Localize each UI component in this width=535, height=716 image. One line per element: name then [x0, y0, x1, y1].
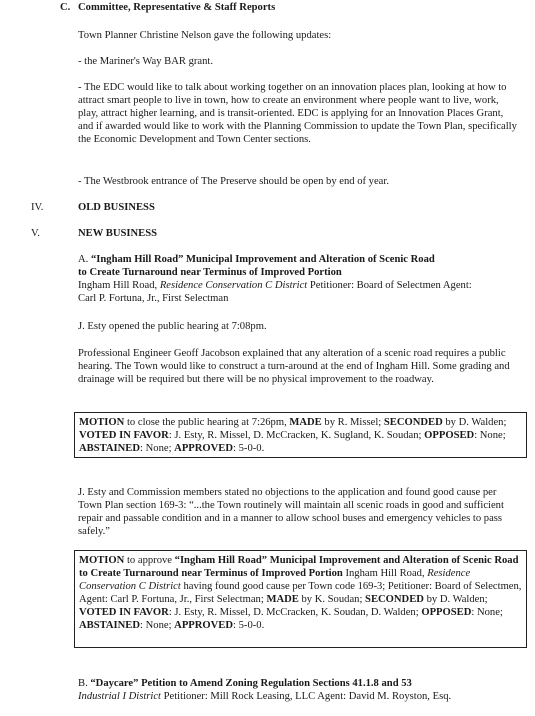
motion-approve-box — [74, 550, 527, 648]
section-c-letter: C. — [60, 2, 71, 13]
item-b-heading — [78, 677, 523, 703]
section-c-intro: Town Planner Christine Nelson gave the following updates: — [78, 30, 332, 41]
item-a-location: Ingham Hill Road, — [78, 280, 158, 291]
section-c-title: Committee, Representative & Staff Reports — [78, 2, 276, 13]
section-c-heading — [60, 1, 530, 14]
motion-close-hearing-box — [74, 412, 527, 458]
item-b-petitioner: Petitioner: Mill Rock Leasing, LLC Agent: David M. Royston, Esq. — [161, 691, 452, 702]
item-b-title: “Daycare” Petition to Amend Zoning Regulation Sections 41.1.8 and 53 — [90, 678, 412, 689]
motion-approve-text: MOTION to approve “Ingham Hill Road” Municipal Improvement and Alteration of Scenic Road to Create Turnaround near Terminus of Improved Portion Ingham Hill Road, Residence Conservation C District having found good cause per Town code 169-3; Petitioner: Board of Selectmen, Agent: Carl P. Fortuna, Jr., First Selectman; MADE by K. Soudan; SECONDED by D. Walden; VOTED IN FAVOR: J. Esty, R. Missel, D. McCracken, K. Soudan, D. Walden; OPPOSED: None; ABSTAINED: None; APPROVED: 5-0-0. — [79, 555, 522, 631]
item-a-petitioner: Petitioner: Board of Selectmen Agent: — [309, 280, 472, 291]
item-a-heading — [78, 253, 523, 305]
new-business-heading: NEW BUSINESS — [78, 228, 157, 239]
section-c-item-3: - The Westbrook entrance of The Preserve should be open by end of year. — [78, 176, 389, 187]
item-a-district: Residence Conservation C District — [159, 280, 308, 291]
item-a-agent: Carl P. Fortuna, Jr., First Selectman — [78, 293, 229, 304]
item-b-letter: B. — [78, 678, 88, 689]
old-business-numeral: IV. — [31, 202, 44, 213]
new-business-numeral: V. — [31, 228, 40, 239]
item-a-hearing-opened: J. Esty opened the public hearing at 7:08pm. — [78, 321, 267, 332]
item-a-title-line-2: to Create Turnaround near Terminus of Improved Portion — [78, 267, 342, 278]
section-c-item-1: - the Mariner's Way BAR grant. — [78, 56, 214, 67]
item-a-explanation: Professional Engineer Geoff Jacobson explained that any alteration of a scenic road requires a public hearing. The Town would like to construct a turn-around at the end of Ingham Hill. Some grading and drainage will be required but there will be no physical improvement to the roadway. — [78, 348, 510, 385]
item-b-district: Industrial I District — [78, 691, 161, 702]
item-a-statement: J. Esty and Commission members stated no objections to the application and found good cause per Town Plan section 169-3: “...the Town routinely will maintain all scenic roads in good and sufficient repair and passable condition and in a manner to allow school buses and emergency vehicles to pass safely.” — [78, 487, 504, 537]
item-a-letter: A. — [78, 254, 89, 265]
motion-close-hearing-text: MOTION to close the public hearing at 7:26pm, MADE by R. Missel; SECONDED by D. Walden; VOTED IN FAVOR: J. Esty, R. Missel, D. McCracken, K. Sugland, K. Soudan; OPPOSED: None; ABSTAINED: None; APPROVED: 5-0-0. — [79, 417, 507, 454]
section-c-item-2: - The EDC would like to talk about working together on an innovation places plan, looking at how to attract smart people to live in town, how to create an environment where people want to live, work, play, attract higher learning, and is transit-oriented. EDC is applying for an Innovation Places Grant, and if awarded would like to work with the Planning Commission to update the Town Plan, specifically the Economic Development and Town Center sections. — [78, 82, 517, 145]
item-a-title-line-1: “Ingham Hill Road” Municipal Improvement and Alteration of Scenic Road — [90, 254, 435, 265]
old-business-heading: OLD BUSINESS — [78, 202, 155, 213]
